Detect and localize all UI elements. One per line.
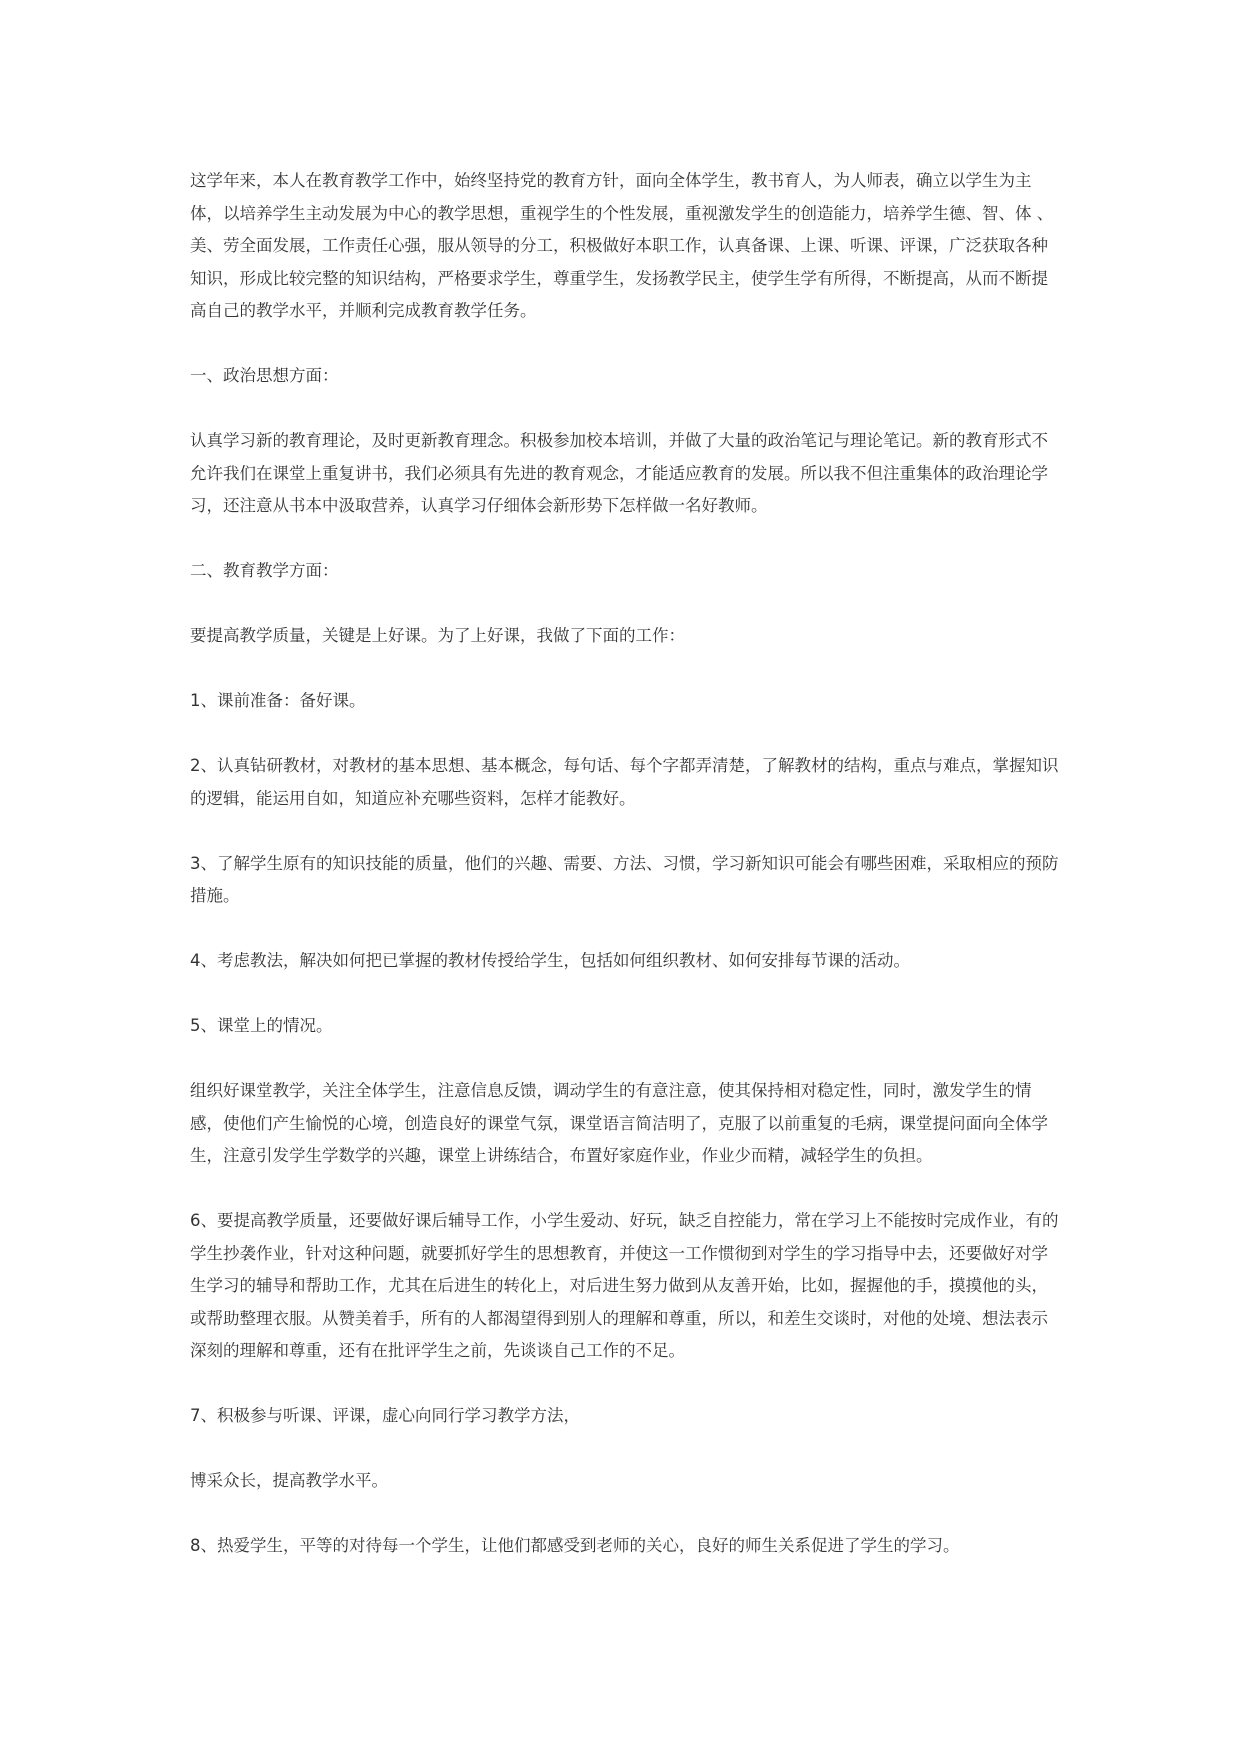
teaching-intro-paragraph: 要提高教学质量，关键是上好课。为了上好课，我做了下面的工作： [190,626,685,645]
list-item-8: 8、热爱学生，平等的对待每一个学生，让他们都感受到老师的关心，良好的师生关系促进了学生的学习。 [190,1536,960,1555]
list-item-7-continuation: 博采众长，提高教学水平。 [190,1471,388,1490]
list-item-5: 5、课堂上的情况。 [190,1016,333,1035]
list-item-6: 6、要提高教学质量，还要做好课后辅导工作，小学生爱动、好玩，缺乏自控能力，常在学习上不能按时完成作业，有的学生抄袭作业，针对这种问题，就要抓好学生的思想教育，并使这一工作惯彻到对学生的学习指导中去，还要做好对学生学习的辅导和帮助工作，尤其在后进生的转化上，对后进生努力做到从友善开始，比如，握握他的手，摸摸他的头，或帮助整理衣服。从赞美着手，所有的人都渴望得到别人的理解和尊重，所以，和差生交谈时，对他的处境、想法表示深刻的理解和尊重，还有在批评学生之前，先谈谈自己工作的不足。 [190,1211,1059,1360]
political-paragraph: 认真学习新的教育理论，及时更新教育理念。积极参加校本培训，并做了大量的政治笔记与理论笔记。新的教育形式不允许我们在课堂上重复讲书，我们必须具有先进的教育观念，才能适应教育的发展。所以我不但注重集体的政治理论学习，还注意从书本中汲取营养，认真学习仔细体会新形势下怎样做一名好教师。 [190,431,1048,515]
section-heading-teaching: 二、教育教学方面： [190,561,339,580]
list-item-7: 7、积极参与听课、评课，虚心向同行学习教学方法， [190,1406,580,1425]
section-heading-political: 一、政治思想方面： [190,366,339,385]
intro-paragraph: 这学年来，本人在教育教学工作中，始终坚持党的教育方针，面向全体学生，教书育人，为人师表，确立以学生为主体，以培养学生主动发展为中心的教学思想，重视学生的个性发展，重视激发学生的创造能力，培养学生德、智、体 、美、劳全面发展，工作责任心强，服从领导的分工，积极做好本职工作，认真备课、上课、听课、评课，广泛获取各种知识，形成比较完整的知识结构，严格要求学生，尊重学生，发扬教学民主，使学生学有所得，不断提高，从而不断提高自己的教学水平，并顺利完成教育教学任务。 [190,171,1054,320]
list-item-4: 4、考虑教法，解决如何把已掌握的教材传授给学生，包括如何组织教材、如何安排每节课的活动。 [190,951,910,970]
classroom-paragraph: 组织好课堂教学，关注全体学生，注意信息反馈，调动学生的有意注意，使其保持相对稳定性，同时，激发学生的情感，使他们产生愉悦的心境，创造良好的课堂气氛，课堂语言简洁明了，克服了以前重复的毛病，课堂提问面向全体学生，注意引发学生学数学的兴趣，课堂上讲练结合，布置好家庭作业，作业少而精，减轻学生的负担。 [190,1081,1048,1165]
list-item-2: 2、认真钻研教材，对教材的基本思想、基本概念，每句话、每个字都弄清楚，了解教材的结构，重点与难点，掌握知识的逻辑，能运用自如，知道应补充哪些资料，怎样才能教好。 [190,756,1059,808]
document-body [190,165,1060,1563]
list-item-3: 3、了解学生原有的知识技能的质量，他们的兴趣、需要、方法、习惯，学习新知识可能会有哪些困难，采取相应的预防措施。 [190,853,1059,905]
list-item-1: 1、课前准备：备好课。 [190,691,366,710]
